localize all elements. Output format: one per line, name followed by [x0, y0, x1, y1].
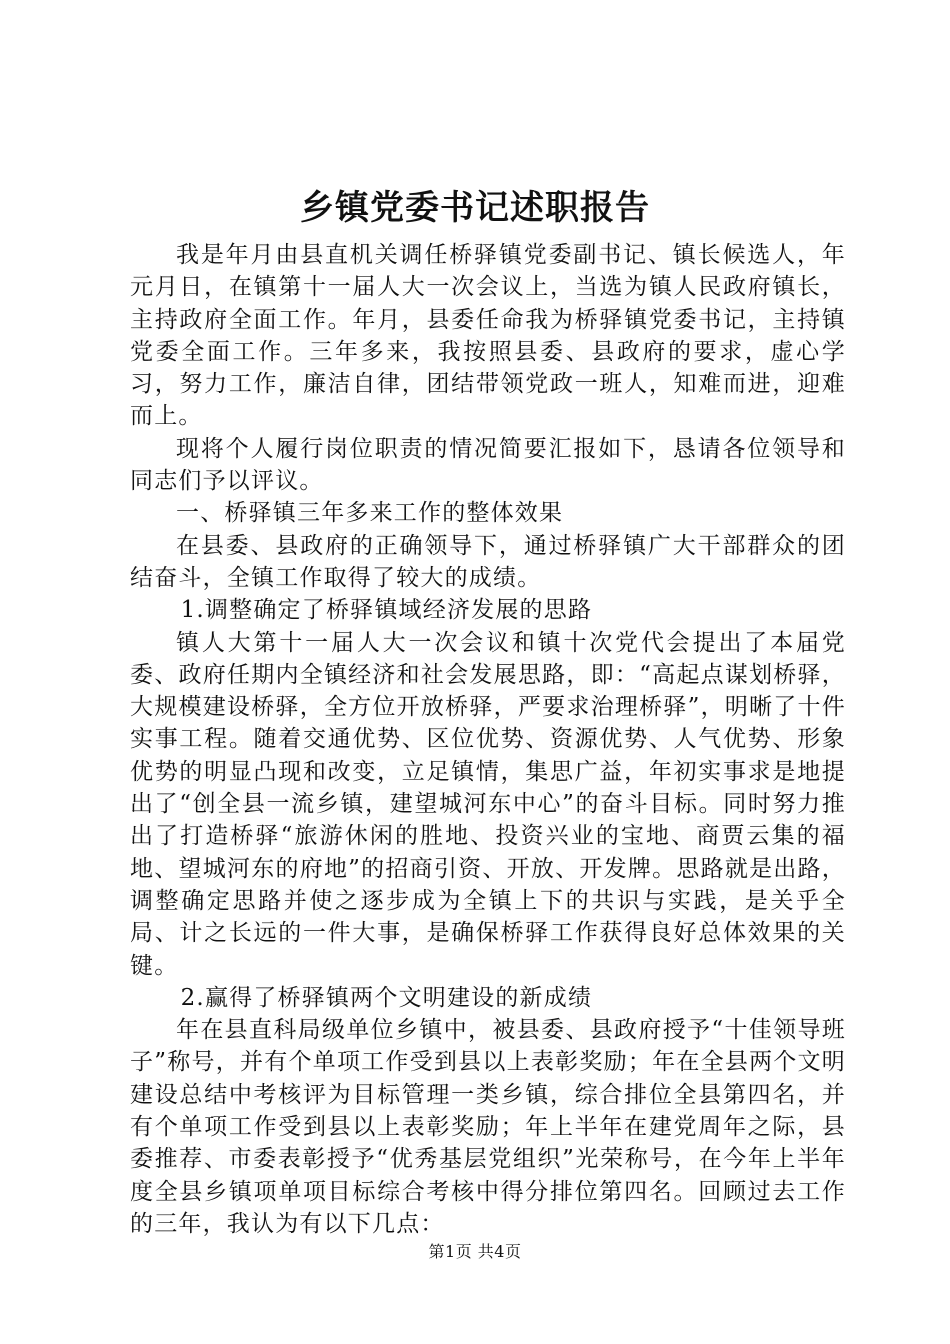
- subheading-1: 1.调整确定了桥驿镇域经济发展的思路: [180, 597, 593, 624]
- document-body: [130, 239, 846, 1240]
- paragraph-achievements: 年在县直科局级单位乡镇中，被县委、县政府授予“十佳领导班子”称号，并有个单项工作受到县以上表彰奖励；年在全县两个文明建设总结中考核评为目标管理一类乡镇，综合排位全县第四名，并有个单项工作受到县以上表彰奖励；年上半年在建党周年之际，县委推荐、市委表彰授予“优秀基层党组织”光荣称号，在今年上半年度全县乡镇项单项目标综合考核中得分排位第四名。回顾过去工作的三年，我认为有以下几点：: [130, 1017, 846, 1237]
- page-number-footer: 第1页 共4页: [428, 1242, 522, 1261]
- section-heading-1: 一、桥驿镇三年多来工作的整体效果: [176, 500, 564, 527]
- document-title: 乡镇党委书记述职报告: [300, 188, 650, 228]
- paragraph-overall-result: 在县委、县政府的正确领导下，通过桥驿镇广大干部群众的团结奋斗，全镇工作取得了较大的成绩。: [130, 532, 846, 591]
- paragraph-report-request: 现将个人履行岗位职责的情况简要汇报如下，恳请各位领导和同志们予以评议。: [130, 435, 846, 495]
- paragraph-development-approach: 镇人大第十一届人大一次会议和镇十次党代会提出了本届党委、政府任期内全镇经济和社会发展思路，即：“高起点谋划桥驿，大规模建设桥驿，全方位开放桥驿，严要求治理桥驿”，明晰了十件实事工程。随着交通优势、区位优势、资源优势、人气优势、形象优势的明显凸现和改变，立足镇情，集思广益，年初实事求是地提出了“创全县一流乡镇，建望城河东中心”的奋斗目标。同时努力推出了打造桥驿“旅游休闲的胜地、投资兴业的宝地、商贾云集的福地、望城河东的府地”的招商引资、开放、开发牌。思路就是出路，调整确定思路并使之逐步成为全镇上下的共识与实践，是关乎全局、计之长远的一件大事，是确保桥驿工作获得良好总体效果的关键。: [130, 629, 846, 979]
- subheading-2: 2.赢得了桥驿镇两个文明建设的新成绩: [180, 984, 593, 1011]
- paragraph-intro: 我是年月由县直机关调任桥驿镇党委副书记、镇长候选人，年元月日，在镇第十一届人大一次会议上，当选为镇人民政府镇长，主持政府全面工作。年月，县委任命我为桥驿镇党委书记，主持镇党委全面工作。三年多来，我按照县委、县政府的要求，虚心学习，努力工作，廉洁自律，团结带领党政一班人，知难而进，迎难而上。: [130, 242, 846, 430]
